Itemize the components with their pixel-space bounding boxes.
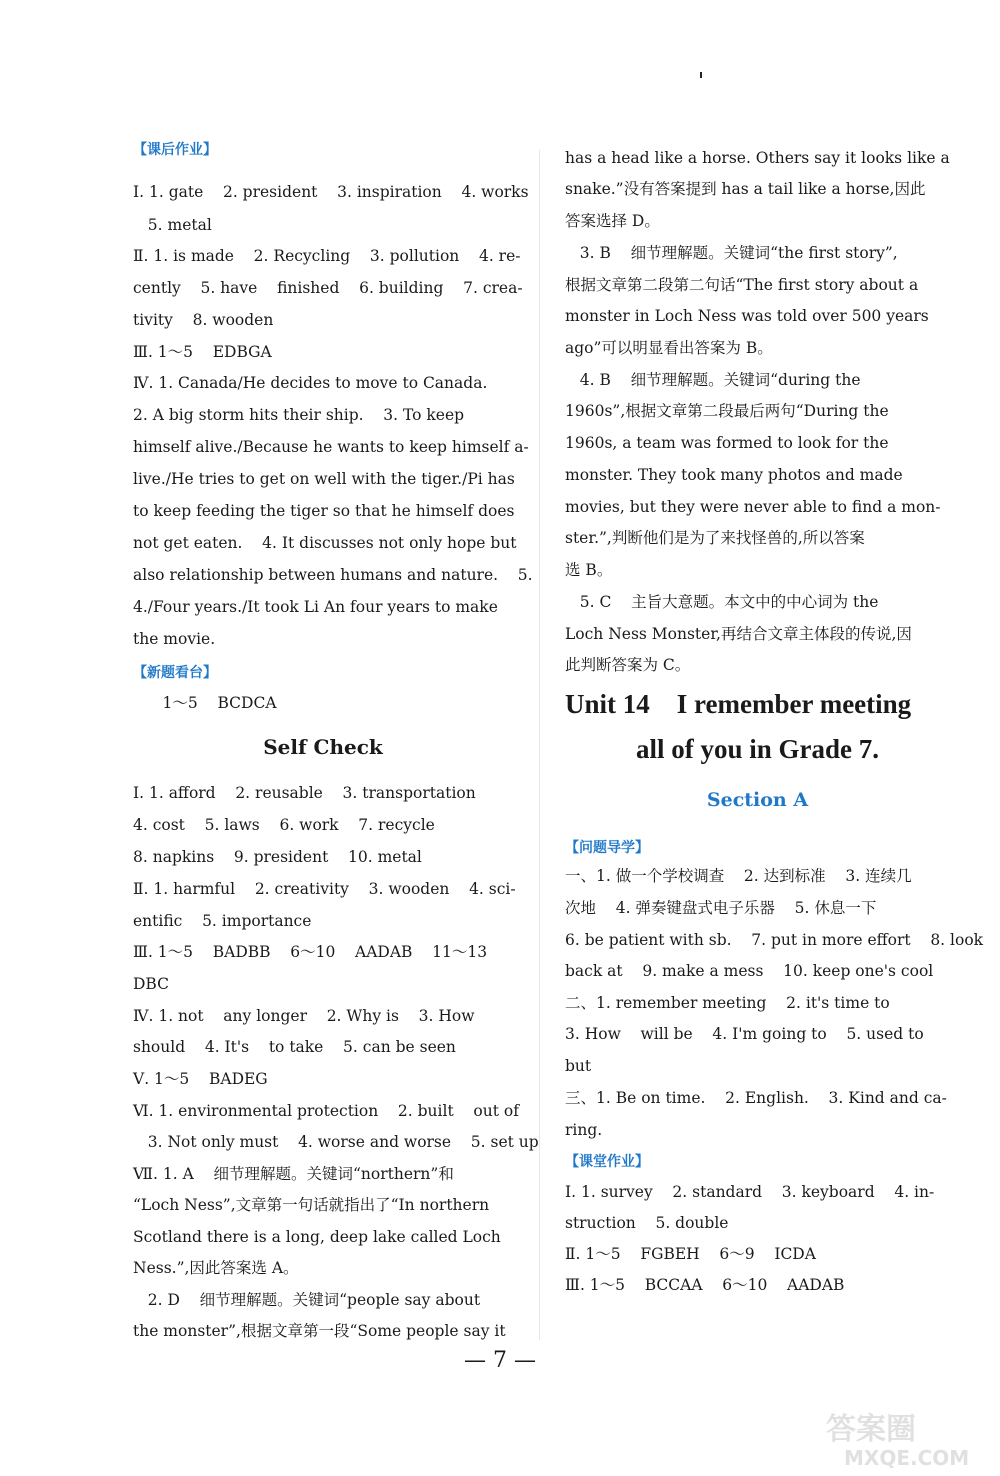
- text-line: 1960s, a team was formed to look for the: [565, 434, 889, 452]
- text-line: Ⅲ. 1～5 BADBB 6～10 AADAB 11～13: [133, 943, 488, 961]
- text-line: 一、1. 做一个学校调查 2. 达到标准 3. 连续几: [565, 867, 912, 885]
- text-line: monster. They took many photos and made: [565, 466, 903, 484]
- text-line: Ⅳ. 1. not any longer 2. Why is 3. How: [133, 1007, 475, 1025]
- text-line: Ⅰ. 1. survey 2. standard 3. keyboard 4. in-: [565, 1183, 935, 1201]
- section-tag: 【课后作业】: [133, 142, 217, 158]
- text-line: back at 9. make a mess 10. keep one's cool: [565, 962, 934, 980]
- section-subtitle: Section A: [706, 789, 809, 811]
- text-line: 1～5 BCDCA: [133, 694, 277, 712]
- text-line: Ⅰ. 1. gate 2. president 3. inspiration 4. works: [133, 183, 529, 201]
- text-line: Ⅴ. 1～5 BADEG: [133, 1070, 268, 1088]
- text-line: 2. A big storm hits their ship. 3. To keep: [133, 406, 465, 424]
- text-line: Ⅳ. 1. Canada/He decides to move to Canada.: [133, 374, 488, 392]
- text-line: 6. be patient with sb. 7. put in more effort 8. look: [565, 931, 984, 949]
- text-line: ago”可以明显看出答案为 B。: [565, 339, 773, 357]
- watermark-logo: [820, 1405, 990, 1471]
- text-line: himself alive./Because he wants to keep himself a-: [133, 438, 529, 456]
- scan-mark: [700, 72, 702, 78]
- text-line: Ⅱ. 1～5 FGBEH 6～9 ICDA: [565, 1245, 816, 1263]
- text-line: 此判断答案为 C。: [565, 656, 691, 674]
- page-number: — 7 —: [464, 1348, 536, 1373]
- text-line: ster.”,判断他们是为了来找怪兽的,所以答案: [565, 529, 865, 547]
- text-line: snake.”没有答案提到 has a tail like a horse,因此: [565, 180, 926, 198]
- text-line: Ⅱ. 1. is made 2. Recycling 3. pollution 4. re-: [133, 247, 521, 265]
- section-tag: 【新题看台】: [133, 665, 217, 681]
- text-line: not get eaten. 4. It discusses not only hope but: [133, 534, 517, 552]
- text-line: to keep feeding the tiger so that he himself does: [133, 502, 515, 520]
- text-line: cently 5. have finished 6. building 7. crea-: [133, 279, 523, 297]
- text-line: entific 5. importance: [133, 912, 312, 930]
- text-line: 二、1. remember meeting 2. it's time to: [565, 994, 890, 1012]
- text-line: 8. napkins 9. president 10. metal: [133, 848, 422, 866]
- text-line: 3. B 细节理解题。关键词“the first story”,: [565, 244, 898, 262]
- text-line: 4./Four years./It took Li An four years to make: [133, 598, 498, 616]
- text-line: 3. How will be 4. I'm going to 5. used to: [565, 1025, 924, 1043]
- text-line: 答案选择 D。: [565, 212, 660, 230]
- text-line: 4. cost 5. laws 6. work 7. recycle: [133, 816, 435, 834]
- text-line: Ⅶ. 1. A 细节理解题。关键词“northern”和: [133, 1165, 454, 1183]
- text-line: Ness.”,因此答案选 A。: [133, 1259, 299, 1277]
- text-line: struction 5. double: [565, 1214, 729, 1232]
- text-line: should 4. It's to take 5. can be seen: [133, 1038, 456, 1056]
- text-line: the movie.: [133, 630, 216, 648]
- unit-title: Unit 14 I remember meeting: [565, 689, 912, 719]
- text-line: ring.: [565, 1121, 603, 1139]
- text-line: 5. C 主旨大意题。本文中的中心词为 the: [565, 593, 879, 611]
- text-line: also relationship between humans and nature. 5.: [133, 566, 533, 584]
- text-line: the monster”,根据文章第一段“Some people say it: [133, 1322, 506, 1340]
- text-line: 3. Not only must 4. worse and worse 5. set up: [133, 1133, 539, 1151]
- unit-title: all of you in Grade 7.: [635, 734, 879, 764]
- text-line: Ⅰ. 1. afford 2. reusable 3. transportation: [133, 784, 476, 802]
- text-line: 根据文章第二段第二句话“The first story about a: [565, 276, 919, 294]
- text-line: Scotland there is a long, deep lake called Loch: [133, 1228, 501, 1246]
- column-divider: [539, 150, 540, 1340]
- section-heading: Self Check: [263, 735, 383, 759]
- text-line: Ⅲ. 1～5 EDBGA: [133, 343, 272, 361]
- text-line: Ⅵ. 1. environmental protection 2. built out of: [133, 1102, 519, 1120]
- text-line: live./He tries to get on well with the tiger./Pi has: [133, 470, 515, 488]
- text-line: 4. B 细节理解题。关键词“during the: [565, 371, 861, 389]
- svg-text:MXQE.COM: MXQE.COM: [844, 1446, 970, 1470]
- section-tag: 【课堂作业】: [565, 1154, 649, 1170]
- svg-text:答案圈: 答案圈: [826, 1412, 916, 1447]
- text-line: “Loch Ness”,文章第一句话就指出了“In northern: [133, 1196, 490, 1214]
- text-line: 2. D 细节理解题。关键词“people say about: [133, 1291, 481, 1309]
- text-line: monster in Loch Ness was told over 500 years: [565, 307, 929, 325]
- text-line: 三、1. Be on time. 2. English. 3. Kind and ca-: [565, 1089, 947, 1107]
- text-line: tivity 8. wooden: [133, 311, 274, 329]
- text-line: Ⅱ. 1. harmful 2. creativity 3. wooden 4. sci-: [133, 880, 516, 898]
- text-line: Loch Ness Monster,再结合文章主体段的传说,因: [565, 625, 912, 643]
- text-line: has a head like a horse. Others say it looks like a: [565, 149, 950, 167]
- text-line: 次地 4. 弹奏键盘式电子乐器 5. 休息一下: [565, 899, 877, 917]
- text-line: but: [565, 1057, 592, 1075]
- text-line: movies, but they were never able to find a mon-: [565, 498, 941, 516]
- text-line: DBC: [133, 975, 169, 993]
- text-line: 选 B。: [565, 561, 613, 579]
- text-line: 1960s”,根据文章第二段最后两句“During the: [565, 402, 889, 420]
- section-tag: 【问题导学】: [565, 840, 649, 856]
- text-line: 5. metal: [133, 216, 212, 234]
- text-line: Ⅲ. 1～5 BCCAA 6～10 AADAB: [565, 1276, 845, 1294]
